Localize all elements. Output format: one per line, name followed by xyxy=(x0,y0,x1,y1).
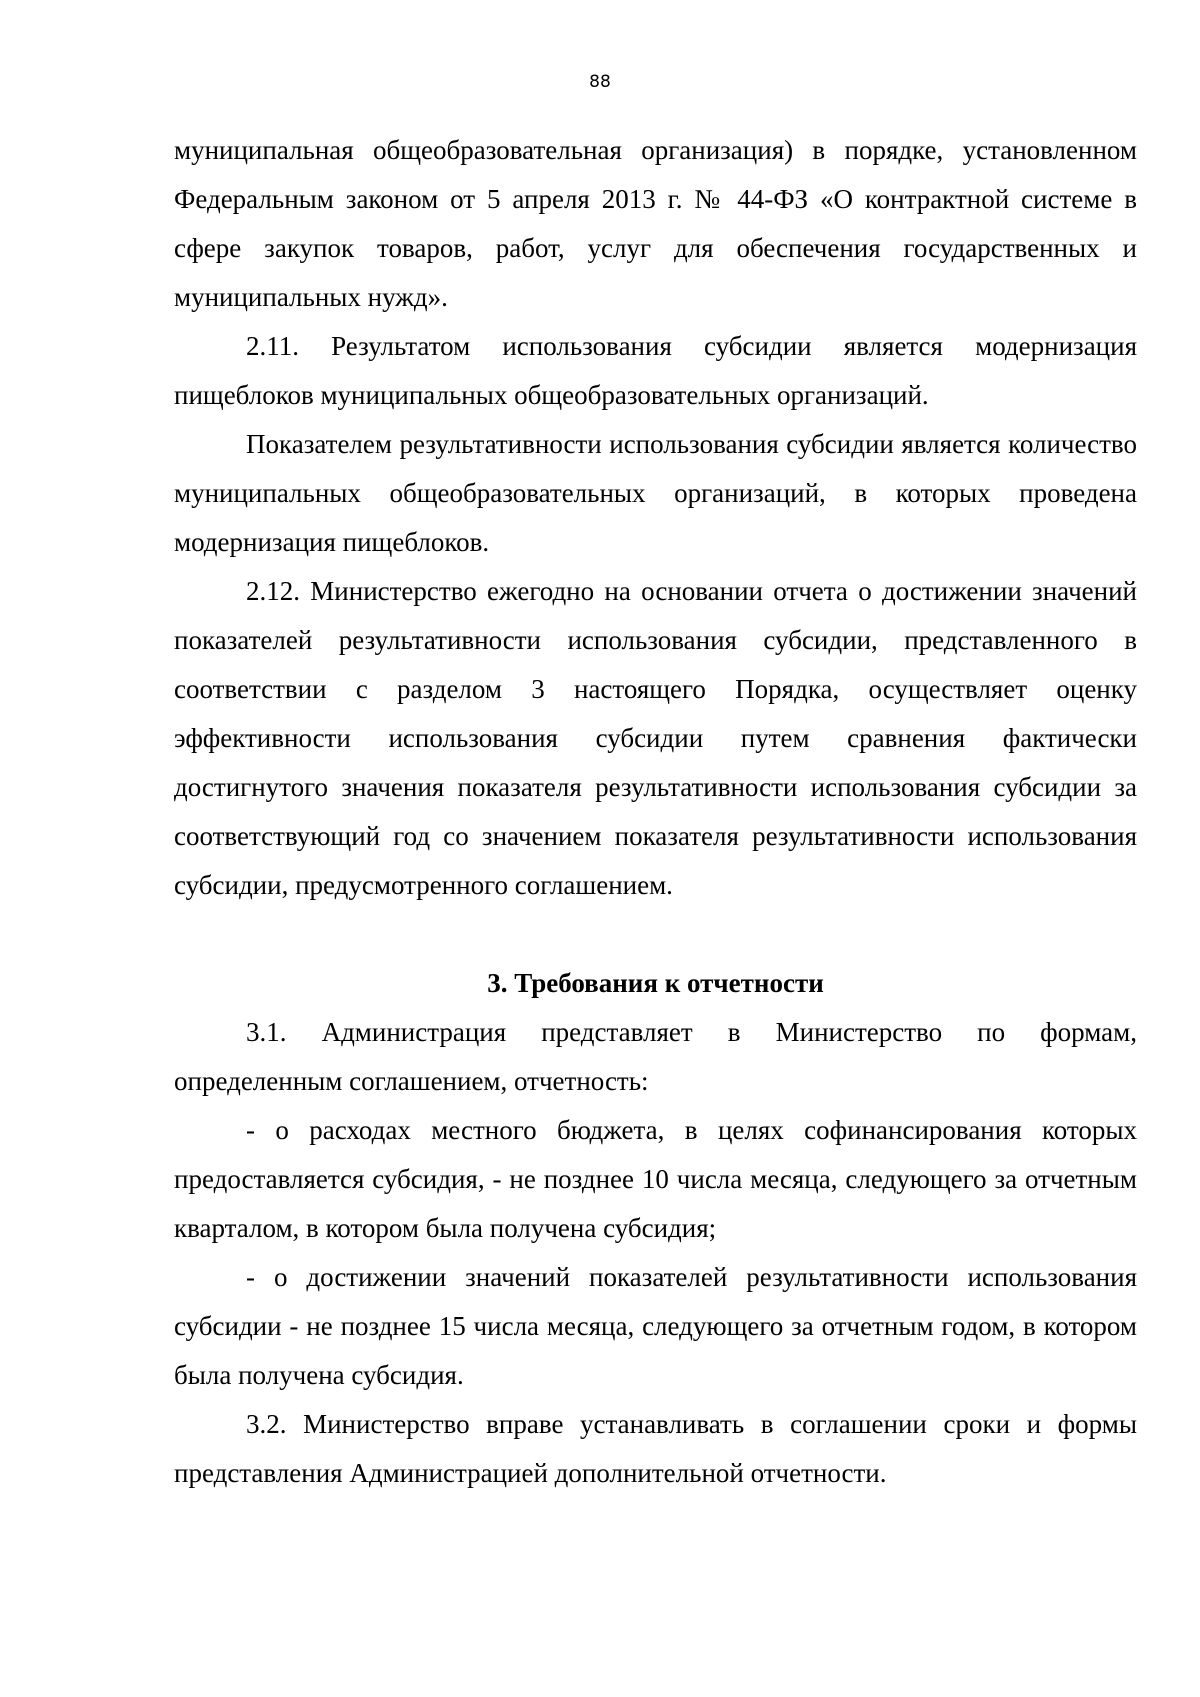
paragraph-3-1: 3.1. Администрация представляет в Министерство по формам, определенным соглашением, отчетность: xyxy=(174,1017,1137,1096)
list-item-expenses: - о расходах местного бюджета, в целях софинансирования которых предоставляется субсидия, - не позднее 10 числа месяца, следующего за отчетным кварталом, в котором была получена субсидия; xyxy=(174,1115,1137,1243)
paragraph-2-12: 2.12. Министерство ежегодно на основании отчета о достижении значений показателей результативности использования субсидии, представленного в соответствии с разделом 3 настоящего Порядка, осуществляет оценку эффективности использования субсидии путем сравнения фактически достигнутого значения показателя результативности использования субсидии за соответствующий год со значением показателя результативности использования субсидии, предусмотренного соглашением. xyxy=(174,576,1137,900)
paragraph-3-2: 3.2. Министерство вправе устанавливать в соглашении сроки и формы представления Администрацией дополнительной отчетности. xyxy=(174,1409,1137,1488)
list-item-indicators: - о достижении значений показателей результативности использования субсидии - не позднее 15 числа месяца, следующего за отчетным годом, в котором была получена субсидия. xyxy=(174,1262,1137,1390)
paragraph-2-11: 2.11. Результатом использования субсидии является модернизация пищеблоков муниципальных общеобразовательных организаций. xyxy=(174,331,1137,410)
section-heading: 3. Требования к отчетности xyxy=(487,968,824,998)
document-body xyxy=(174,126,1137,1498)
paragraph-indicator: Показателем результативности использования субсидии является количество муниципальных общеобразовательных организаций, в которых проведена модернизация пищеблоков. xyxy=(174,429,1137,557)
paragraph-continuation: муниципальная общеобразовательная организация) в порядке, установленном Федеральным законом от 5 апреля 2013 г. № 44-ФЗ «О контрактной системе в сфере закупок товаров, работ, услуг для обеспечения государственных и муниципальных нужд». xyxy=(174,135,1137,312)
page-number: 88 xyxy=(589,72,611,92)
